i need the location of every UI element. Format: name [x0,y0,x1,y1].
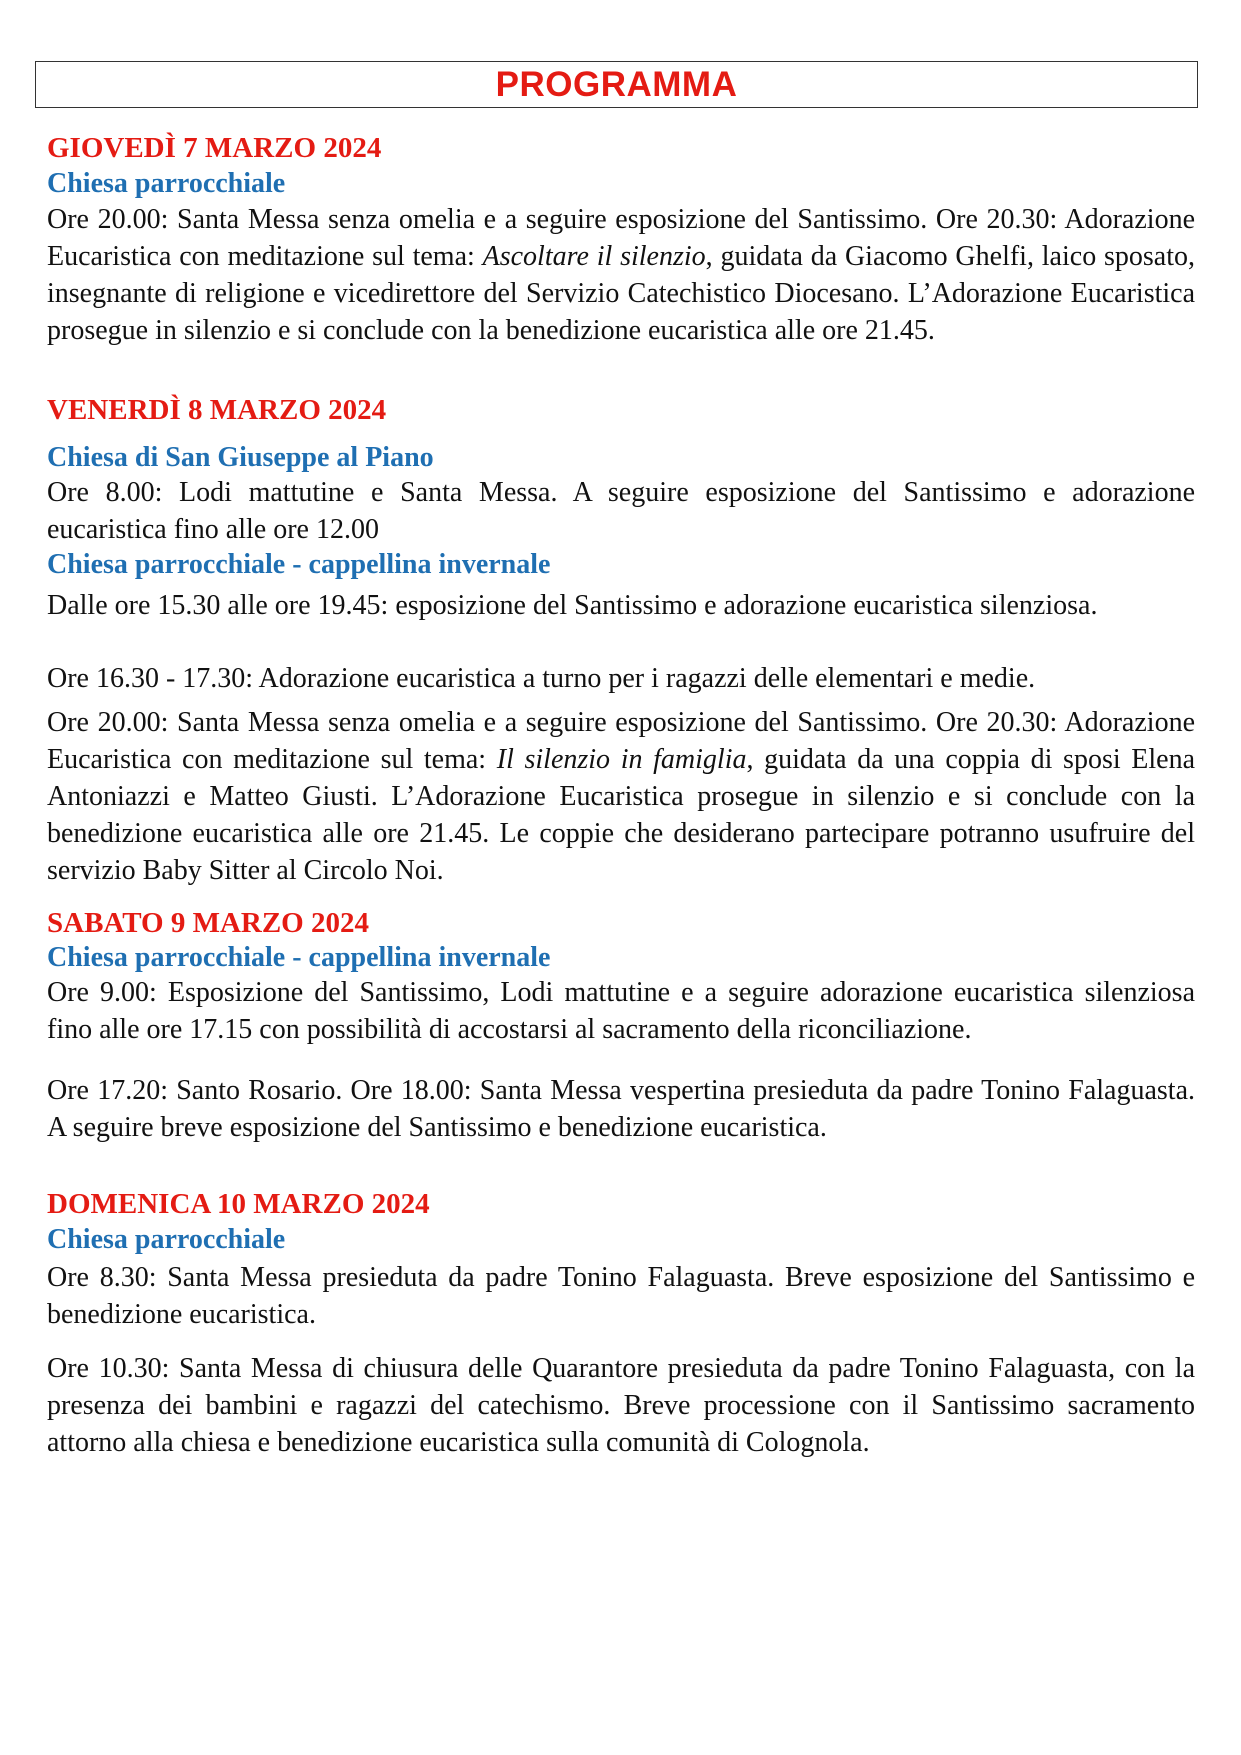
day-heading-friday: VENERDÌ 8 MARZO 2024 [47,394,387,426]
program-paragraph: Ore 8.30: Santa Messa presieduta da padre Tonino Falaguasta. Breve esposizione del Santissimo e benedizione eucaristica. [47,1262,1195,1330]
place-heading: Chiesa parrocchiale [47,1224,286,1255]
title-box [35,61,1198,108]
program-paragraph: Dalle ore 15.30 alle ore 19.45: esposizione del Santissimo e adorazione eucaristica silenziosa. [47,590,1098,621]
program-paragraph: Ore 20.00: Santa Messa senza omelia e a seguire esposizione del Santissimo. Ore 20.30: Adorazione Eucaristica con meditazione sul tema: Il silenzio in famiglia, guidata da una coppia di sposi Elena Antoniazzi e Matteo Giusti. L’Adorazione Eucaristica prosegue in silenzio e si conclude con la benedizione eucaristica alle ore 21.45. Le coppie che desiderano partecipare potranno usufruire del servizio Baby Sitter al Circolo Noi. [47,707,1196,886]
day-heading-sunday: DOMENICA 10 MARZO 2024 [47,1188,430,1220]
program-paragraph: Ore 20.00: Santa Messa senza omelia e a seguire esposizione del Santissimo. Ore 20.30: Adorazione Eucaristica con meditazione sul tema: Ascoltare il silenzio, guidata da Giacomo Ghelfi, laico sposato, insegnante di religione e vicedirettore del Servizio Catechistico Diocesano. L’Adorazione Eucaristica prosegue in silenzio e si conclude con la benedizione eucaristica alle ore 21.45. [47,204,1196,346]
place-heading: Chiesa parrocchiale - cappellina invernale [47,942,551,973]
program-paragraph: Ore 16.30 - 17.30: Adorazione eucaristica a turno per i ragazzi delle elementari e medie. [47,663,1036,694]
day-heading-thursday: GIOVEDÌ 7 MARZO 2024 [47,132,382,164]
place-heading: Chiesa parrocchiale - cappellina invernale [47,549,551,580]
place-heading: Chiesa parrocchiale [47,168,286,199]
place-heading: Chiesa di San Giuseppe al Piano [47,442,434,473]
program-paragraph: Ore 10.30: Santa Messa di chiusura delle Quarantore presieduta da padre Tonino Falaguasta, con la presenza dei bambini e ragazzi del catechismo. Breve processione con il Santissimo sacramento attorno alla chiesa e benedizione eucaristica sulla comunità di Colognola. [47,1353,1195,1458]
program-paragraph: Ore 9.00: Esposizione del Santissimo, Lodi mattutine e a seguire adorazione eucaristica silenziosa fino alle ore 17.15 con possibilità di accostarsi al sacramento della riconciliazione. [47,977,1195,1045]
day-heading-saturday: SABATO 9 MARZO 2024 [47,907,369,939]
page-title: PROGRAMMA [495,64,738,104]
program-paragraph: Ore 8.00: Lodi mattutine e Santa Messa. A seguire esposizione del Santissimo e adorazione eucaristica fino alle ore 12.00 [47,477,1195,545]
program-paragraph: Ore 17.20: Santo Rosario. Ore 18.00: Santa Messa vespertina presieduta da padre Tonino Falaguasta. A seguire breve esposizione del Santissimo e benedizione eucaristica. [47,1075,1195,1143]
